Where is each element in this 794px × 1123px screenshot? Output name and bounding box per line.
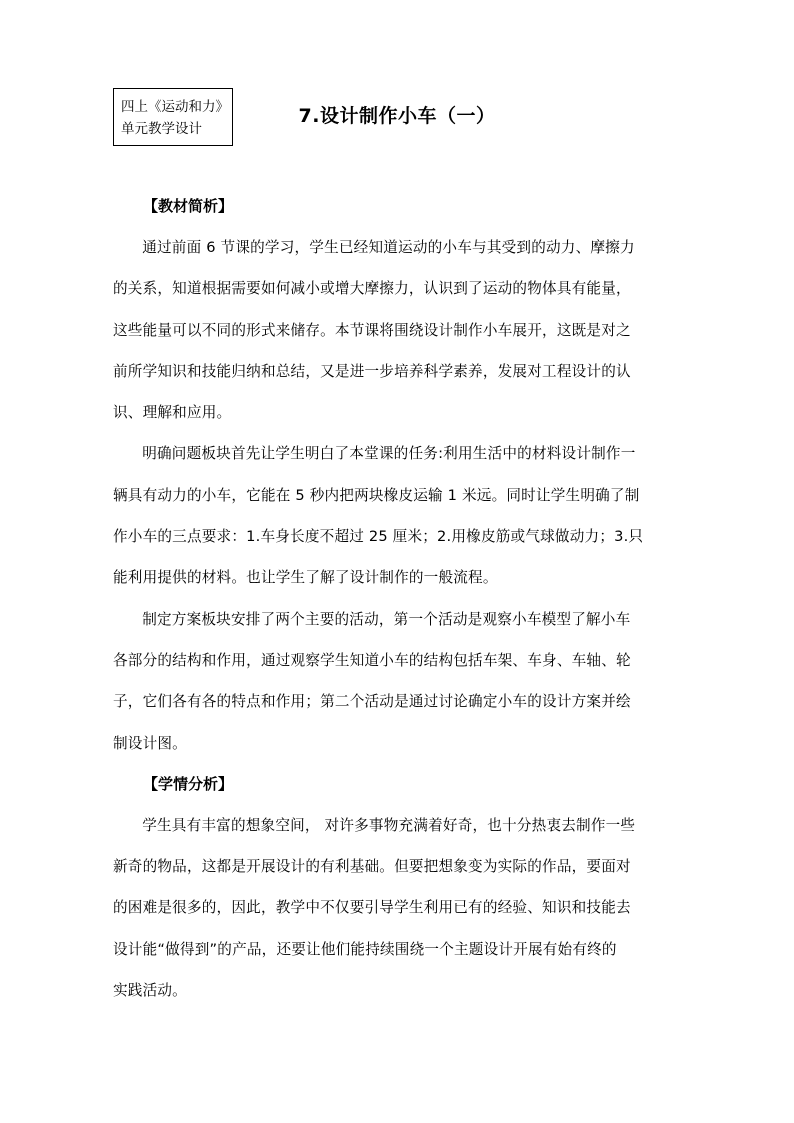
- paragraph-line: 明确问题板块首先让学生明白了本堂课的任务:利用生活中的材料设计制作一: [142, 445, 636, 463]
- document-body: [113, 186, 683, 1011]
- paragraph: [113, 433, 683, 598]
- paragraph-line: 制定方案板块安排了两个主要的活动，第一个活动是观察小车模型了解小车: [142, 610, 631, 628]
- paragraph-line: 的困难是很多的，因此，教学中不仅要引导学生利用已有的经验、知识和技能去: [113, 899, 631, 917]
- paragraph-line: 各部分的结构和作用，通过观察学生知道小车的结构包括车架、车身、车轴、轮: [113, 651, 631, 669]
- paragraph: [113, 599, 683, 764]
- paragraph-line: 学生具有丰富的想象空间， 对许多事物充满着好奇，也十分热衷去制作一些: [142, 816, 636, 834]
- unit-label-line2: 单元教学设计: [121, 121, 202, 137]
- page-title-text: 7.设计制作小车（一）: [298, 105, 496, 127]
- paragraph-line: 前所学知识和技能归纳和总结，又是进一步培养科学素养，发展对工程设计的认: [113, 362, 631, 380]
- paragraph: [113, 227, 683, 433]
- paragraph-line: 制设计图。: [113, 734, 187, 752]
- unit-label-line1: 四上《运动和力》: [121, 99, 229, 115]
- paragraph-line: 作小车的三点要求：1.车身长度不超过 25 厘米；2.用橡皮筋或气球做动力；3.只: [113, 528, 644, 546]
- paragraph-line: 这些能量可以不同的形式来储存。本节课将围绕设计制作小车展开，这既是对之: [113, 321, 631, 339]
- paragraph-line: 通过前面 6 节课的学习，学生已经知道运动的小车与其受到的动力、摩擦力: [142, 239, 635, 256]
- paragraph-line: 子，它们各有各的特点和作用；第二个活动是通过讨论确定小车的设计方案并绘: [113, 693, 631, 711]
- paragraph-line: 辆具有动力的小车，它能在 5 秒内把两块橡皮运输 1 米远。同时让学生明确了制: [113, 486, 640, 504]
- paragraph-line: 能利用提供的材料。也让学生了解了设计制作的一般流程。: [113, 569, 498, 587]
- section-heading: 【学情分析】: [143, 774, 234, 793]
- paragraph-line: 识、理解和应用。: [113, 404, 232, 422]
- paragraph-line: 新奇的物品，这都是开展设计的有利基础。但要把想象变为实际的作品，要面对: [113, 858, 631, 876]
- paragraph-line: 设计能“做得到”的产品，还要让他们能持续围绕一个主题设计开展有始有终的: [113, 940, 617, 958]
- paragraph-line: 实践活动。: [113, 982, 187, 1000]
- paragraph-line: 的关系，知道根据需要如何减小或增大摩擦力，认识到了运动的物体具有能量，: [113, 280, 631, 298]
- paragraph: [113, 805, 683, 1011]
- page-title: [0, 101, 794, 128]
- section-heading: 【教材简析】: [143, 197, 234, 215]
